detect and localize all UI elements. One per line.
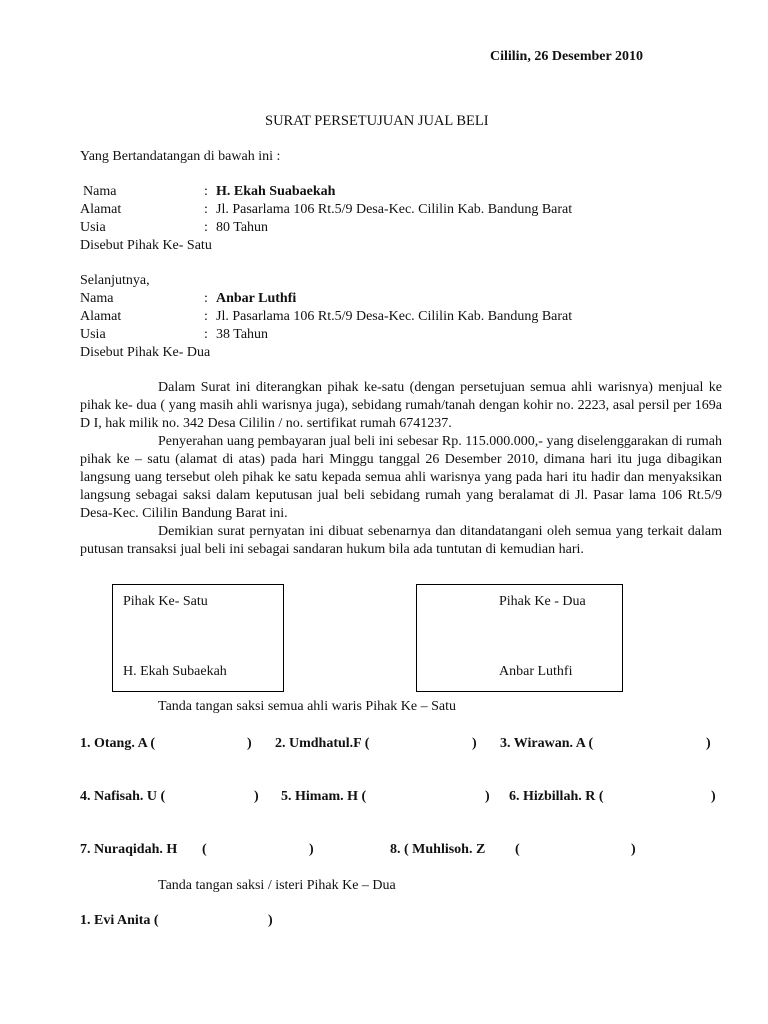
witness-5-label: 5. Himam. H ( xyxy=(281,789,367,804)
next-label: Selanjutnya, xyxy=(80,273,150,288)
witness-2-close: ) xyxy=(472,736,477,751)
witness-7-close: ) xyxy=(309,842,314,857)
witness-8-label: 8. ( Muhlisoh. Z xyxy=(390,842,486,857)
party-one-age: 80 Tahun xyxy=(216,220,269,235)
witness-heading-party-two: Tanda tangan saksi / isteri Pihak Ke – Dua xyxy=(158,878,396,893)
signature-box-party-one-title: Pihak Ke- Satu xyxy=(123,594,208,609)
witness-3-label: 3. Wirawan. A ( xyxy=(500,736,594,751)
witness-7-open: ( xyxy=(202,842,207,857)
colon: : xyxy=(204,327,208,342)
signature-box-party-two-name: Anbar Luthfi xyxy=(499,664,573,679)
intro-text: Yang Bertandatangan di bawah ini : xyxy=(80,149,281,164)
paragraph-payment: Penyerahan uang pembayaran jual beli ini sebesar Rp. 115.000.000,- yang diselenggarakan di rumah pihak ke – satu (alamat di atas) pada hari Minggu tanggal 26 Desember 2010, dimana hari itu juga dibagikan langsung uang tersebut oleh pihak ke satu kepada semua ahli warisnya yang pada hari itu hadir dan menyaksikan langsung sebagai saksi dalam keputusan jual beli sebidang rumah yang beralamat di Jl. Pasar lama 106 Rt.5/9 Desa-Kec. Cililin Bandung Barat ini. xyxy=(80,434,722,521)
place-date: Cililin, 26 Desember 2010 xyxy=(490,49,643,64)
party-one-name: H. Ekah Suabaekah xyxy=(216,184,336,199)
party-one-designation: Disebut Pihak Ke- Satu xyxy=(80,238,212,253)
witness-heading-party-one: Tanda tangan saksi semua ahli waris Pihak Ke – Satu xyxy=(158,699,457,714)
witness-8-close: ) xyxy=(631,842,636,857)
witness-1-label: 1. Otang. A ( xyxy=(80,736,156,751)
party-one-address-label: Alamat xyxy=(80,202,122,217)
witness-5-close: ) xyxy=(485,789,490,804)
party-two-designation: Disebut Pihak Ke- Dua xyxy=(80,345,211,360)
party-two-age: 38 Tahun xyxy=(216,327,269,342)
witness-1-close: ) xyxy=(247,736,252,751)
party-one-name-label: Nama xyxy=(83,184,117,199)
signature-box-party-two-title: Pihak Ke - Dua xyxy=(499,594,586,609)
signature-box-party-one-name: H. Ekah Subaekah xyxy=(123,664,227,679)
party-one-address: Jl. Pasarlama 106 Rt.5/9 Desa-Kec. Cililin Kab. Bandung Barat xyxy=(216,202,573,217)
witness-6-close: ) xyxy=(711,789,716,804)
colon: : xyxy=(204,184,208,199)
party-two-address-label: Alamat xyxy=(80,309,122,324)
colon: : xyxy=(204,220,208,235)
party-two-address: Jl. Pasarlama 106 Rt.5/9 Desa-Kec. Cililin Kab. Bandung Barat xyxy=(216,309,573,324)
witness-2-label: 2. Umdhatul.F ( xyxy=(275,736,370,751)
witness-4-close: ) xyxy=(254,789,259,804)
colon: : xyxy=(204,291,208,306)
paragraph-sale-statement: Dalam Surat ini diterangkan pihak ke-satu (dengan persetujuan semua ahli warisnya) menjual ke pihak ke- dua ( yang masih ahli warisnya juga), sebidang rumah/tanah dengan kohir no. 2223, asal persil per 169a D I, hak milik no. 342 Desa Cililin / no. sertifikat rumah 6741237. xyxy=(80,380,722,431)
colon: : xyxy=(204,202,208,217)
witness-p2-1-label: 1. Evi Anita ( xyxy=(80,913,159,928)
witness-4-label: 4. Nafisah. U ( xyxy=(80,789,166,804)
party-one-age-label: Usia xyxy=(80,220,106,235)
signature-box-party-one xyxy=(112,584,284,692)
document-title: SURAT PERSETUJUAN JUAL BELI xyxy=(265,113,489,129)
party-two-name: Anbar Luthfi xyxy=(216,291,297,306)
witness-p2-1-close: ) xyxy=(268,913,273,928)
party-two-name-label: Nama xyxy=(80,291,114,306)
witness-8-open: ( xyxy=(515,842,520,857)
party-two-age-label: Usia xyxy=(80,327,106,342)
signature-box-party-two xyxy=(416,584,623,692)
witness-3-close: ) xyxy=(706,736,711,751)
witness-6-label: 6. Hizbillah. R ( xyxy=(509,789,604,804)
witness-7-label: 7. Nuraqidah. H xyxy=(80,842,178,857)
colon: : xyxy=(204,309,208,324)
paragraph-closing: Demikian surat pernyatan ini dibuat sebenarnya dan ditandatangani oleh semua yang terkait dalam putusan transaksi jual beli ini sebagai sandaran hukum bila ada tuntutan di kemudian hari. xyxy=(80,524,722,557)
